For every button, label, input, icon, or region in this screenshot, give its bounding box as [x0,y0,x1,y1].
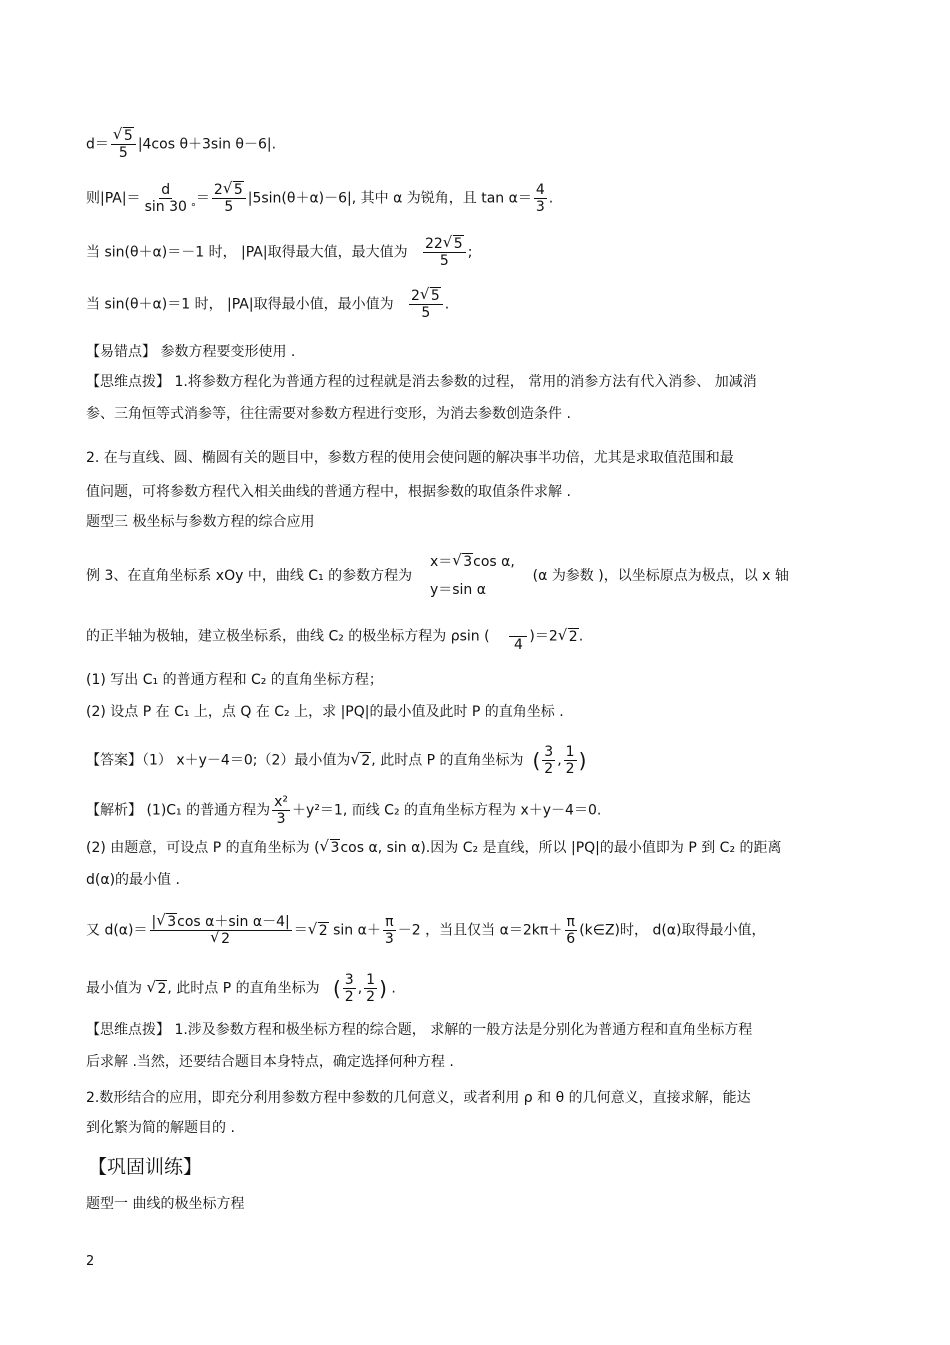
text: 2 [568,628,578,645]
text: ＝ [293,922,308,939]
text: 例 3、在直角坐标系 xOy 中，曲线 C₁ 的参数方程为 [86,568,413,584]
text: . [578,628,584,645]
fraction: $\frac{\pi}{3}$ [384,914,394,947]
text: 5 [123,128,133,144]
solution-part2 [86,838,782,858]
text: 5 [453,236,463,252]
fraction: $\frac{22√ 5}{5}$ [423,236,466,269]
sqrt [308,921,329,941]
text: 【解析】 (1)C₁ 的普通方程为 [86,802,271,819]
fraction: 4 [509,620,527,653]
text: cos α＋sin α－4| [177,914,290,930]
text: d＝ [86,136,109,153]
text: 5 [430,288,440,304]
text: (2) 由题意，可设点 P 的直角坐标为 ( [86,840,320,856]
sqrt [113,128,134,144]
question-2: (2) 设点 P 在 C₁ 上，点 Q 在 C₂ 上，求 |PQ|的最小值及此时 P 的直角坐标 . [86,704,564,720]
text: (k∈Z)时， d(α)取得最小值， [579,922,766,939]
sqrt [452,548,473,576]
tip-paragraph: 值问题，可将参数方程代入相关曲线的普通方程中，根据参数的取值条件求解 . [86,484,571,500]
mistake-point: 【易错点】 参数方程要变形使用 . [86,344,296,360]
analysis [86,794,601,827]
tip-paragraph: 2.数形结合的应用，即充分利用参数方程中参数的几何意义，或者利用 ρ 和 θ 的几何意义，直接求解，能达 [86,1090,751,1106]
max-value-line [86,236,472,269]
min-value-line [86,288,449,321]
fraction: $\frac{1}{2}$ [366,972,376,1005]
text: sin α＋ [328,922,381,939]
pa-formula [86,182,553,219]
text: 3 [330,840,340,856]
text: | [151,914,157,930]
example-3-cont [86,620,583,653]
text: 【答案】（1） x＋y－4＝0;（2）最小值为 [86,752,351,769]
question-1: (1) 写出 C₁ 的普通方程和 C₂ 的直角坐标方程； [86,672,383,688]
tip-paragraph: 到化繁为简的解题目的 . [86,1120,235,1136]
fraction: $\frac{\pi}{6}$ [566,914,576,947]
text: 2 [213,182,223,198]
text: , 此时点 P 的直角坐标为 [371,752,524,769]
fraction: $\frac{d}{\sin 30}$ [144,182,187,215]
fraction: $\frac{\text{x²}}{3}$ [274,794,289,827]
sqrt [350,751,371,771]
sqrt [420,288,441,304]
sqrt [146,979,167,999]
tip-paragraph: 参、三角恒等式消参等，往往需要对参数方程进行变形，为消去参数创造条件 . [86,406,571,422]
tip-paragraph: 【思维点拨】 1.将参数方程化为普通方程的过程就是消去参数的过程， 常用的消参方法有代入消参、 加减消 [86,374,757,390]
fraction: $\frac{3}{2}$ [544,744,554,777]
tip-paragraph: 后求解 .当然，还要结合题目本身特点，确定选择何种方程 . [86,1054,454,1070]
sqrt [443,236,464,252]
text: )＝2 [529,628,558,645]
text: 又 d(α)＝ [86,922,148,939]
fraction [111,128,136,161]
sqrt [223,182,244,198]
text: 2 [318,922,328,939]
section-title: 题型一 曲线的极坐标方程 [86,1196,245,1212]
text: 22 [424,236,443,252]
text: 最小值为 [86,980,142,997]
answer: 【答案】（1） x＋y－4＝0;（2）最小值为√ 2, 此时点 P 的直角坐标为 ( $\frac{3}{2}$ , $\frac{1}{2}$ ) [86,744,586,777]
text: x＝ [429,554,453,570]
text: |5sin(θ＋α)－6|, 其中 α 为锐角，且 tan α＝ [247,190,532,207]
text: 5 [233,182,243,198]
fraction: $\frac{2√ 5}{5}$ [409,288,443,321]
text: 2 [157,980,167,997]
fraction [150,914,292,947]
d-alpha-formula [86,914,766,947]
page-number: 2 [86,1254,95,1269]
text: ＝ [195,190,210,207]
text: . [548,190,554,207]
sqrt [156,914,177,930]
text: 3 [463,554,473,570]
tip-paragraph: 【思维点拨】 1.涉及参数方程和极坐标方程的综合题， 求解的一般方法是分别化为普通方程和直角坐标方程 [86,1022,753,1038]
text: ; [467,244,473,261]
text: －2 ，当且仅当 α＝2kπ＋ [397,922,563,939]
text: . [444,296,450,313]
tip-paragraph: 2. 在与直线、圆、椭圆有关的题目中，参数方程的使用会使问题的解决事半功倍，尤其是求取值范围和最 [86,450,734,466]
solution-part2: d(α)的最小值 . [86,872,180,888]
sqrt [210,931,231,947]
text: ° [190,202,196,214]
text: (α 为参数 )，以坐标原点为极点，以 x 轴 [532,568,789,584]
text: cos α, sin α).因为 C₂ 是直线，所以 |PQ|的最小值即为 P 到 C₂ 的距离 [340,840,782,856]
text: cos α, [473,554,515,570]
section-title: 题型三 极坐标与参数方程的综合应用 [86,514,315,530]
parametric-system [430,548,515,604]
text: 3 [167,914,177,930]
fraction: $\frac{3}{2}$ [344,972,354,1005]
fraction: $\frac{4}{3}$ [535,182,545,215]
text: 的正半轴为极轴，建立极坐标系，曲线 C₂ 的极坐标方程为 ρsin ( [86,628,490,645]
text: 2 [410,288,420,304]
fraction: $\frac{2√ 5}{5}$ [212,182,246,215]
text: ＋y²＝1, 而线 C₂ 的直角坐标方程为 x＋y－4＝0. [292,802,602,819]
example-3 [86,548,789,604]
text: y＝sin α [429,582,486,598]
text: 当 sin(θ＋α)＝－1 时， |PA|取得最大值，最大值为 [86,244,408,261]
min-value-result: 最小值为 √ 2, 此时点 P 的直角坐标为 ( $\frac{3}{2}$ , $\frac{1}{2}$ ) . [86,972,396,1005]
sqrt [558,627,579,647]
text: 则|PA|＝ [86,190,141,207]
fraction: $\frac{1}{2}$ [565,744,575,777]
text: , 此时点 P 的直角坐标为 [167,980,320,997]
text: 当 sin(θ＋α)＝1 时， |PA|取得最小值，最小值为 [86,296,394,313]
section-heading: 【巩固训练】 [88,1156,203,1178]
text: 2 [361,752,371,769]
text: 5 [118,145,128,161]
sqrt [320,838,341,858]
distance-formula [86,128,276,161]
text: |4cos θ＋3sin θ－6|. [137,136,277,153]
text: . [391,980,396,997]
text: 2 [221,931,231,947]
